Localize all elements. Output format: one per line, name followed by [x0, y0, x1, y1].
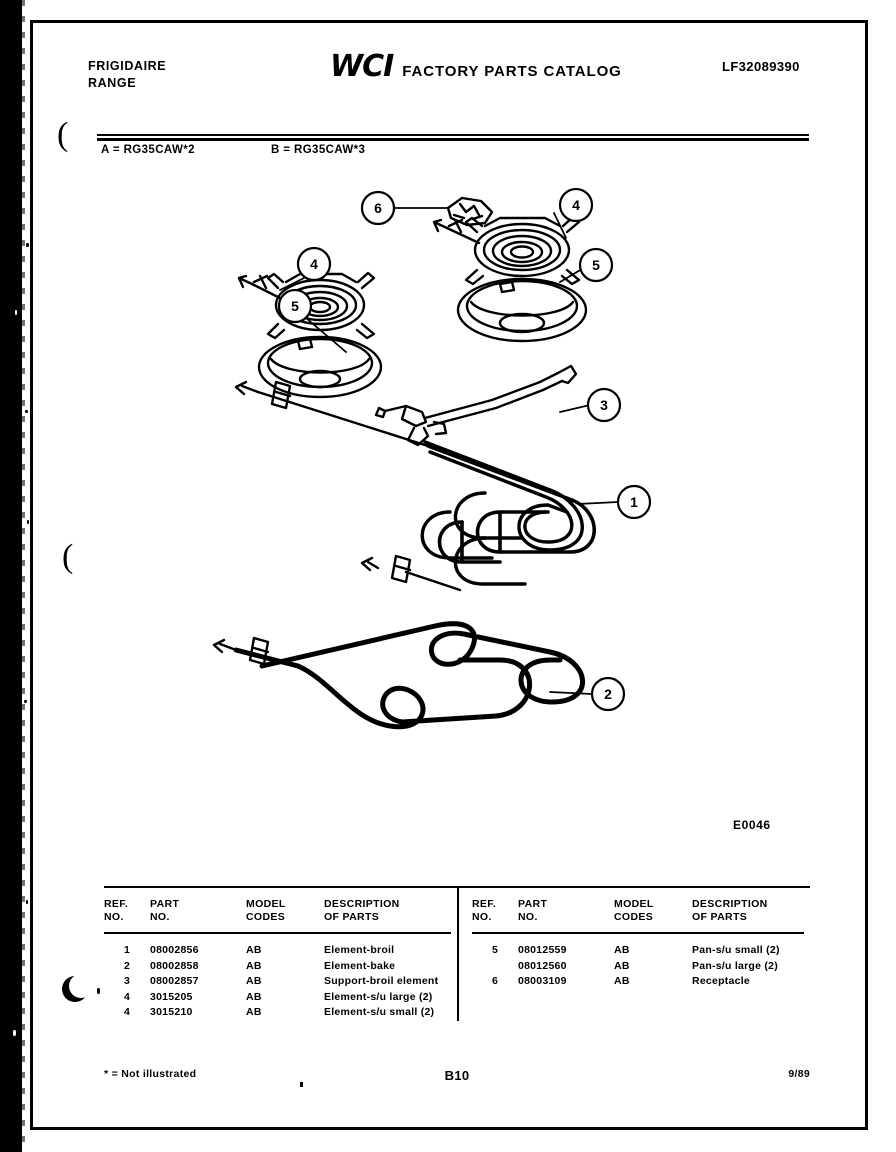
callout-4-left: 4 [310, 256, 318, 272]
broil-element-terminal [236, 382, 428, 446]
cell-model-codes: AB [246, 959, 262, 972]
cell-description: Element-s/u large (2) [324, 990, 433, 1003]
callout-5-right: 5 [592, 257, 600, 273]
cell-model-codes: AB [246, 1006, 262, 1018]
cell-ref-no: 3 [123, 975, 131, 987]
callout-2: 2 [604, 686, 612, 702]
col-part-line2: NO. [150, 911, 170, 923]
model-legend-a: A = RG35CAW*2 [101, 144, 195, 156]
scan-speck [24, 700, 27, 703]
wci-logo: WCI [330, 49, 394, 84]
cell-description: Element-s/u small (2) [324, 1006, 435, 1018]
col-model-line1: MODEL [246, 898, 286, 910]
scan-speck [27, 520, 29, 524]
col-model-line1: MODEL [614, 898, 654, 910]
bake-element [262, 624, 583, 702]
cell-ref-no [472, 959, 518, 975]
callout-4-right: 4 [572, 197, 580, 213]
scan-artifact-curve: ( [62, 538, 74, 575]
table-row [472, 959, 804, 975]
table-row [104, 974, 451, 990]
col-part-line1: PART [518, 898, 548, 910]
cell-ref-no: 4 [123, 990, 131, 1003]
callout-3: 3 [600, 397, 608, 413]
drip-pan-large-right [458, 279, 586, 341]
table-row [472, 974, 804, 990]
scan-speck [15, 310, 17, 315]
scan-speck [97, 988, 100, 994]
cell-part-no: 08002857 [150, 975, 199, 987]
table-row [104, 990, 451, 1006]
cell-ref-no: 4 [123, 1006, 131, 1018]
drip-pan-small-left [259, 337, 381, 397]
page-number: B10 [444, 1068, 470, 1083]
col-part-line2: NO. [518, 911, 538, 923]
print-date-code: 9/89 [788, 1068, 810, 1080]
col-ref-line2: NO. [472, 911, 492, 923]
col-desc-line2: OF PARTS [692, 911, 748, 923]
cell-model-codes: AB [614, 975, 630, 987]
brand-block [88, 58, 166, 92]
catalog-header [330, 49, 622, 84]
cell-part-no: 08002856 [150, 944, 199, 956]
brand-name: FRIGIDAIRE [88, 59, 167, 73]
cell-model-codes: AB [246, 944, 262, 956]
cell-description: Pan-s/u large (2) [692, 959, 778, 972]
col-model-line2: CODES [614, 911, 654, 923]
cell-model-codes: AB [614, 944, 630, 956]
broil-element-support [376, 366, 576, 445]
diagram-reference-code: E0046 [733, 818, 771, 832]
col-desc-line1: DESCRIPTION [324, 898, 400, 910]
surface-element-large-right [434, 217, 579, 284]
col-ref-line1: REF. [104, 898, 129, 910]
table-header-right [472, 888, 804, 932]
callout-5-left: 5 [291, 298, 299, 314]
cell-part-no: 08003109 [518, 975, 567, 987]
table-row [472, 943, 804, 959]
cell-description: Element-broil [324, 944, 395, 956]
broil-element-serpentine [422, 493, 525, 584]
bake-element-terminal-right [362, 556, 460, 590]
bake-element-simplified [236, 650, 530, 727]
product-category: RANGE [88, 76, 137, 90]
callout-6: 6 [374, 200, 382, 216]
callout-1: 1 [630, 494, 638, 510]
cell-description: Support-broil element [324, 975, 439, 987]
cell-model-codes: AB [614, 959, 630, 972]
parts-table-left [104, 888, 457, 1021]
col-ref-line1: REF. [472, 898, 497, 910]
cell-description: Receptacle [692, 975, 750, 987]
exploded-parts-diagram [30, 160, 868, 860]
cell-part-no: 3015210 [150, 1006, 193, 1018]
cell-model-codes: AB [246, 975, 262, 987]
cell-description: Element-bake [324, 959, 396, 972]
cell-ref-no: 6 [491, 975, 499, 987]
table-rows-left [104, 934, 451, 1021]
table-row [104, 1005, 451, 1021]
cell-ref-no: 1 [123, 944, 131, 956]
scan-edge-band [0, 0, 22, 1152]
col-part-line1: PART [150, 898, 180, 910]
model-legend-b: B = RG35CAW*3 [271, 144, 366, 156]
col-ref-line2: NO. [104, 911, 124, 923]
footnote-not-illustrated: * = Not illustrated [104, 1068, 197, 1080]
scan-artifact-curve: ( [57, 116, 69, 153]
cell-ref-no: 5 [491, 944, 499, 956]
col-desc-line2: OF PARTS [324, 911, 380, 923]
scan-speck [26, 243, 29, 247]
cell-part-no: 08002858 [150, 959, 199, 972]
col-desc-line1: DESCRIPTION [692, 898, 768, 910]
catalog-number: LF32089390 [722, 59, 800, 74]
scan-speck [25, 410, 28, 413]
cell-model-codes: AB [246, 990, 262, 1003]
scan-edge-noise [22, 0, 25, 1152]
scan-speck [300, 1082, 303, 1087]
cell-ref-no: 2 [123, 959, 131, 972]
cell-part-no: 08012560 [518, 959, 567, 972]
table-header-left [104, 888, 451, 932]
col-model-line2: CODES [246, 911, 286, 923]
scan-speck [26, 900, 28, 904]
scan-artifact-crescent [62, 976, 88, 1002]
cell-description: Pan-s/u small (2) [692, 944, 780, 956]
parts-table-right [457, 888, 810, 1021]
cell-part-no: 08012559 [518, 944, 567, 956]
cell-part-no: 3015205 [150, 990, 193, 1003]
table-rows-right [472, 934, 804, 990]
scan-speck [13, 1030, 16, 1036]
parts-table [104, 886, 810, 1021]
table-row [104, 959, 451, 975]
catalog-title: FACTORY PARTS CATALOG [402, 63, 622, 80]
legend-divider-rule [97, 134, 809, 141]
table-row [104, 943, 451, 959]
